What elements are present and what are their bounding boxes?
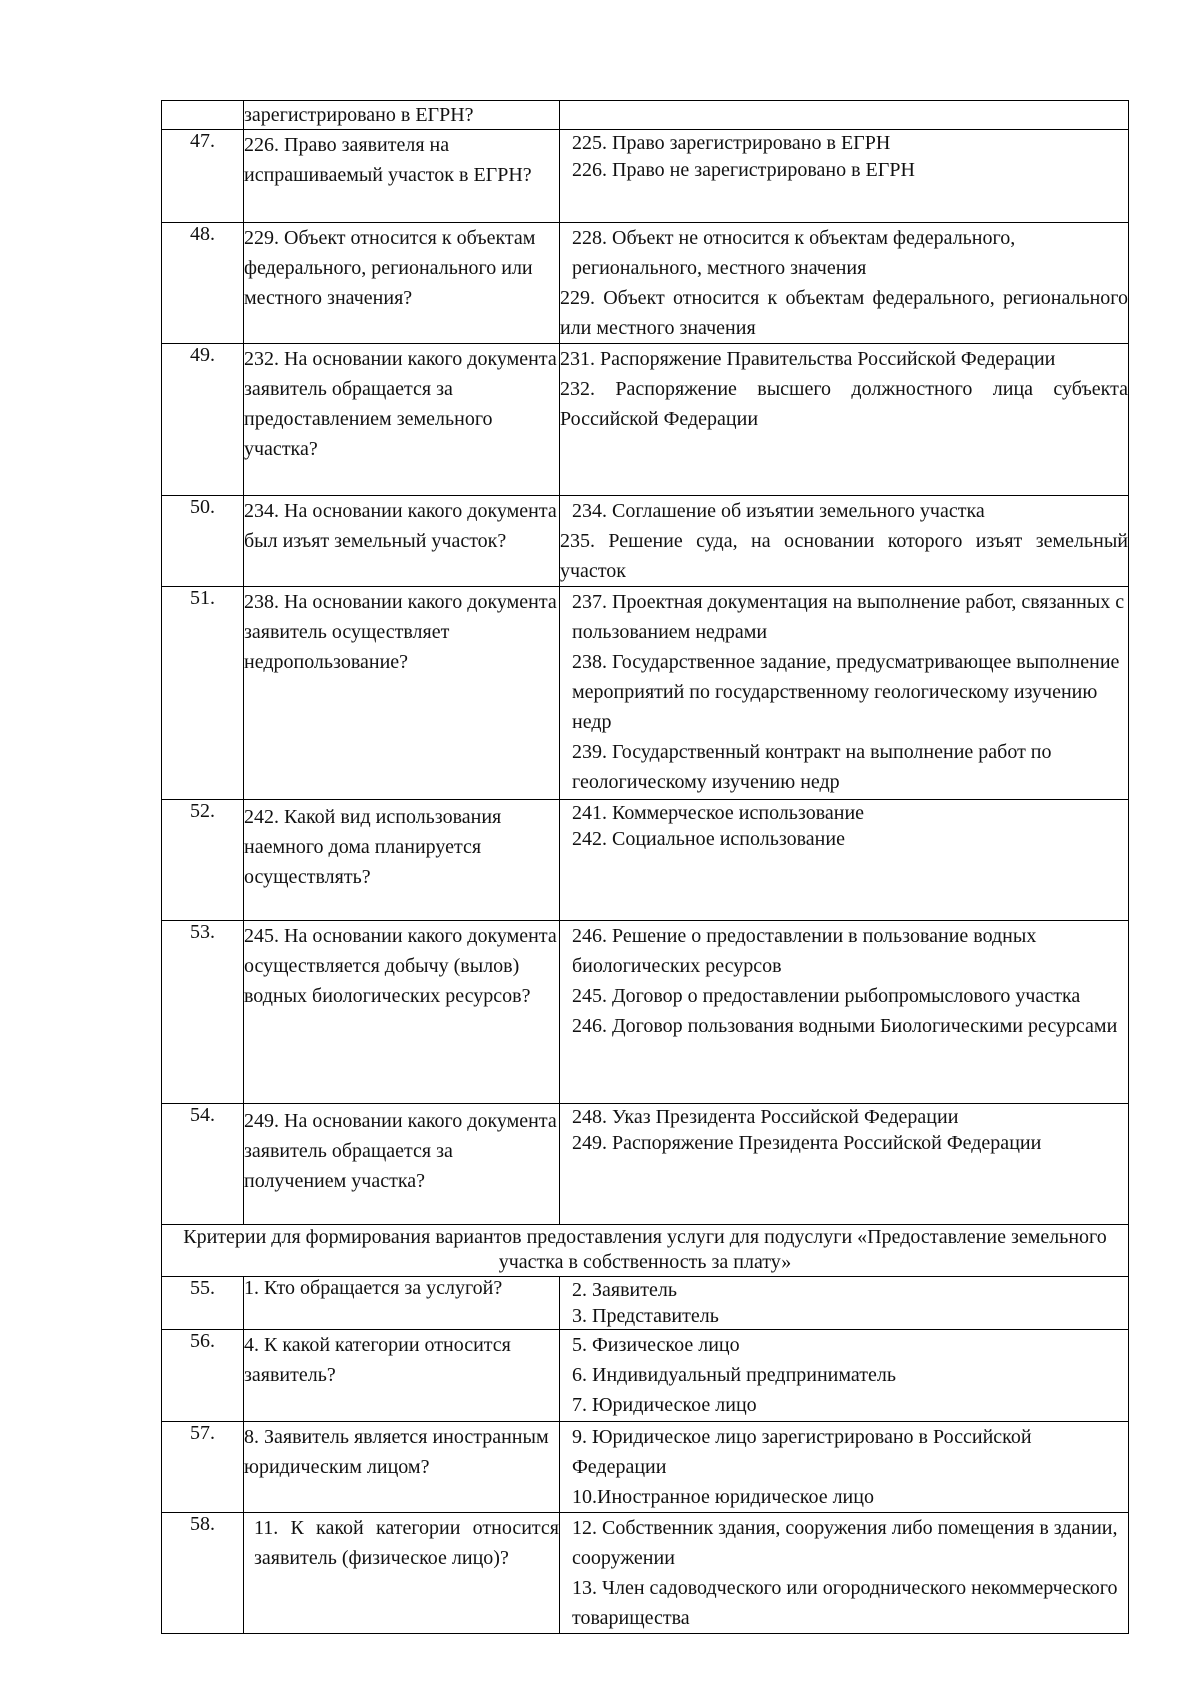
answer-option: 225. Право зарегистрировано в ЕГРН — [572, 132, 891, 154]
answer-option: 238. Государственное задание, предусматривающее выполнение мероприятий по государственному геологическому изучению недр — [572, 651, 1120, 733]
row-number: 48. — [162, 223, 244, 344]
row-number: 52. — [162, 800, 244, 921]
answer-option: 237. Проектная документация на выполнение работ, связанных с пользованием недрами — [572, 591, 1125, 643]
row-number: 49. — [162, 344, 244, 496]
answer-option: 9. Юридическое лицо зарегистрировано в Российской Федерации — [572, 1426, 1032, 1478]
row-question: 229. Объект относится к объектам федерального, регионального или местного значения? — [244, 223, 560, 344]
answer-option: 245. Договор о предоставлении рыбопромыслового участка — [572, 985, 1081, 1007]
answer-option: 3. Представитель — [572, 1305, 719, 1327]
answer-option: 246. Договор пользования водными Биологическими ресурсами — [572, 1015, 1118, 1037]
table-row — [162, 1330, 1129, 1422]
row-answers — [560, 101, 1129, 130]
answer-option: 231. Распоряжение Правительства Российской Федерации — [560, 348, 1056, 370]
row-answers — [560, 344, 1129, 496]
table-row — [162, 1513, 1129, 1634]
section-header-row — [162, 1225, 1129, 1277]
row-question: 11. К какой категории относится заявитель (физическое лицо)? — [244, 1513, 560, 1634]
row-number: 58. — [162, 1513, 244, 1634]
row-number: 57. — [162, 1422, 244, 1513]
row-number: 51. — [162, 587, 244, 800]
row-question: 238. На основании какого документа заявитель осуществляет недропользование? — [244, 587, 560, 800]
row-answers — [560, 1422, 1129, 1513]
answer-option: 249. Распоряжение Президента Российской Федерации — [572, 1132, 1042, 1154]
row-number: 54. — [162, 1104, 244, 1225]
row-question: 242. Какой вид использования наемного дома планируется осуществлять? — [244, 800, 560, 921]
row-number: 56. — [162, 1330, 244, 1422]
answer-option: 7. Юридическое лицо — [572, 1394, 757, 1416]
row-answers — [560, 800, 1129, 921]
row-answers — [560, 587, 1129, 800]
answer-option: 229. Объект относится к объектам федерального, регионального или местного значения — [560, 287, 1128, 339]
row-question: 226. Право заявителя на испрашиваемый участок в ЕГРН? — [244, 130, 560, 223]
section-header: Критерии для формирования вариантов предоставления услуги для подуслуги «Предоставление земельного участка в собственность за плату» — [162, 1225, 1129, 1277]
row-question: 1. Кто обращается за услугой? — [244, 1277, 560, 1330]
answer-option: 2. Заявитель — [572, 1279, 677, 1301]
row-number: 53. — [162, 921, 244, 1104]
row-question: 8. Заявитель является иностранным юридическим лицом? — [244, 1422, 560, 1513]
answer-option: 241. Коммерческое использование — [572, 802, 865, 824]
row-answers — [560, 223, 1129, 344]
answer-option: 226. Право не зарегистрировано в ЕГРН — [572, 159, 915, 181]
row-number: 50. — [162, 496, 244, 587]
answer-option: 12. Собственник здания, сооружения либо помещения в здании, сооружении — [572, 1517, 1118, 1569]
row-answers — [560, 496, 1129, 587]
answer-option: 248. Указ Президента Российской Федерации — [572, 1106, 959, 1128]
row-question: 4. К какой категории относится заявитель? — [244, 1330, 560, 1422]
table-row — [162, 496, 1129, 587]
table-row — [162, 130, 1129, 223]
table-row — [162, 921, 1129, 1104]
answer-option: 234. Соглашение об изъятии земельного участка — [572, 500, 985, 522]
table-row — [162, 587, 1129, 800]
answer-option: 242. Социальное использование — [572, 828, 845, 850]
row-answers — [560, 1104, 1129, 1225]
row-answers — [560, 921, 1129, 1104]
table-row — [162, 1104, 1129, 1225]
table-row — [162, 101, 1129, 130]
row-question: 249. На основании какого документа заявитель обращается за получением участка? — [244, 1104, 560, 1225]
table-row — [162, 1277, 1129, 1330]
table-row — [162, 1422, 1129, 1513]
table-row — [162, 223, 1129, 344]
row-number: 55. — [162, 1277, 244, 1330]
table-row — [162, 800, 1129, 921]
row-answers — [560, 130, 1129, 223]
row-question: 232. На основании какого документа заявитель обращается за предоставлением земельного участка? — [244, 344, 560, 496]
answer-option: 232. Распоряжение высшего должностного лица субъекта Российской Федерации — [560, 378, 1128, 430]
answer-option: 239. Государственный контракт на выполнение работ по геологическому изучению недр — [572, 741, 1052, 793]
criteria-table — [161, 100, 1129, 1634]
row-answers — [560, 1277, 1129, 1330]
answer-option: 246. Решение о предоставлении в пользование водных биологических ресурсов — [572, 925, 1037, 977]
row-question: зарегистрировано в ЕГРН? — [244, 101, 560, 130]
row-number: 47. — [162, 130, 244, 223]
row-question: 234. На основании какого документа был изъят земельный участок? — [244, 496, 560, 587]
answer-option: 235. Решение суда, на основании которого изъят земельный участок — [560, 530, 1128, 582]
answer-option: 10.Иностранное юридическое лицо — [572, 1486, 874, 1508]
answer-option: 13. Член садоводческого или огороднического некоммерческого товарищества — [572, 1577, 1118, 1629]
row-answers — [560, 1330, 1129, 1422]
answer-option: 6. Индивидуальный предприниматель — [572, 1364, 896, 1386]
row-number — [162, 101, 244, 130]
answer-option: 228. Объект не относится к объектам федерального, регионального, местного значения — [572, 227, 1016, 279]
answer-option: 5. Физическое лицо — [572, 1334, 740, 1356]
row-answers — [560, 1513, 1129, 1634]
table-row — [162, 344, 1129, 496]
row-question: 245. На основании какого документа осуществляется добычу (вылов) водных биологических ресурсов? — [244, 921, 560, 1104]
